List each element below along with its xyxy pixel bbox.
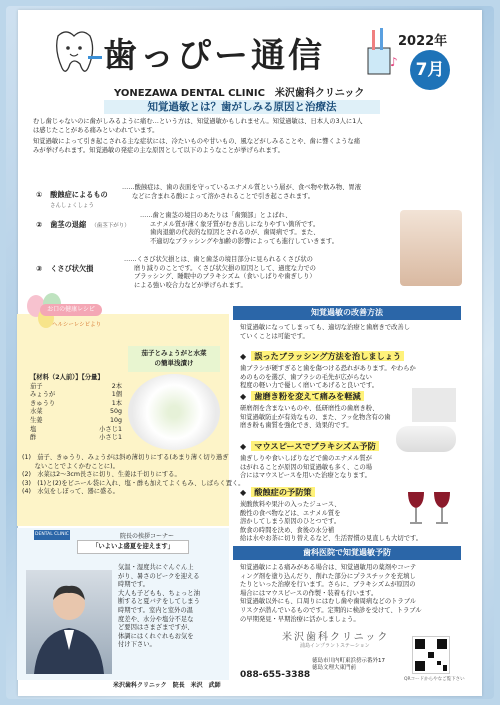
- toothpaste-photo: [412, 388, 456, 422]
- greeting-body: 気温・湿度共にぐんぐん上 がり、暑さのピークを迎える 時期です。 大人も子どもも、ちょっと油 断すると夏バテをしてしまう 時期です。室内と室外の温 度差や、水分や塩分不足な ど要因はさまざまですが、 体調にはくれぐれもお気を 付け下さい。: [118, 564, 200, 649]
- clinic-address: 徳島市川内町東浜傍示番外17 徳島文理大東門前: [312, 658, 385, 671]
- wine-glasses-icon: [402, 488, 458, 528]
- ingredient-row: [30, 400, 122, 409]
- clinic-logo-badge: DENTAL CLINIC: [34, 530, 70, 540]
- greeting-header: 院長の挨拶コーナー: [120, 533, 175, 540]
- issue-month-badge: 7月: [410, 50, 450, 90]
- qr-code[interactable]: [412, 636, 450, 674]
- ingredient-name: きゅうり: [30, 399, 56, 407]
- newsletter-title: 歯っぴー通信: [103, 36, 325, 76]
- ingredient-row: [30, 417, 122, 426]
- improve-item-2: ◆ 歯磨き粉を変えて痛みを軽減 研磨剤を含まないものや、低研磨性の歯磨き粉、 知覚過敏防止が有効なもの、また、フッ化物含有の歯 磨き粉も歯質を強化でき、効果的です。: [240, 391, 391, 430]
- greeting-signature: 米沢歯科クリニック 院長 米沢 武師: [113, 682, 221, 689]
- woman-tooth-pain-photo: [400, 210, 462, 286]
- improve-item-4: ◆ 酸蝕症の予防策 炭酸飲料や果汁の入ったジュース、 酸性の食べ物などは、エナメル質を 溶かしてしまう原因のひとつです。 飲食の時間を決め、食後の水分補 給は水やお茶に切り替えるなど、生活習慣の見直しも大切です。: [240, 487, 423, 543]
- improve-intro: 知覚過敏になってしまっても、適切な治療と歯磨きで改善し ていくことは可能です。: [240, 324, 411, 340]
- improve-heading: 知覚過敏の改善方法: [233, 306, 461, 320]
- recipe-tag: お口の健康レシピ: [40, 304, 102, 316]
- clinic-logo-sub: 浦島インプラントステーション: [300, 643, 370, 649]
- ingredient-name: 生姜: [30, 416, 43, 424]
- pickled-vegetables-photo: [128, 374, 220, 450]
- ingredient-name: みょうが: [30, 391, 56, 399]
- qr-code-icon: [413, 637, 449, 673]
- qr-note: QRコードからやなご覧下さい: [404, 677, 465, 682]
- ingredient-name: 茄子: [30, 382, 43, 390]
- ingredients-list: 【材料（2人前）】【分量】 茄子 2本 みょうが 1個 きゅうり 1本 水菜 50g 生姜 10g 塩 小さじ1 酢 小さじ1: [30, 374, 122, 442]
- ingredient-name: 塩: [30, 425, 37, 433]
- ingredient-qty: 1個: [111, 391, 122, 399]
- ingredient-row: [30, 426, 122, 435]
- phone-number[interactable]: 088-655-3388: [240, 670, 311, 680]
- clinic-logo-text: 米沢歯科クリニック: [282, 632, 390, 643]
- clinic-name: YONEZAWA DENTAL CLINIC 米沢歯科クリニック: [114, 88, 365, 99]
- ingredient-name: 水菜: [30, 408, 43, 416]
- ingredient-qty: 小さじ1: [99, 425, 122, 433]
- improve-item-1: ◆ 誤ったブラッシング方法を治しましょう 歯ブラシが硬すぎると歯を傷つける恐れがあります。やわらか めのものを選び、歯ブラシの毛先が広がらない 程度の軽い力で優しく磨いてあげると良いです。: [240, 351, 416, 390]
- ingredient-row: [30, 383, 122, 392]
- svg-text:♪: ♪: [390, 55, 398, 69]
- director-portrait: [26, 570, 112, 674]
- prevention-body: 知覚過敏による痛みがある場合は、知覚過敏用の薬剤やコーテ ィング剤を塗り込んだり、削れた部分にプラスチックを充填し たりといった治療を行います。さらに、ブラキシズムが原因の 場合にはマウスピースの作製・装着も行います。 知覚過敏以外にも、口周りにはむし歯や歯周病などのトラブル リスクが潜んでいるものです。定期的に検診を受けて、トラブル の早期発見・早期治療に活かしましょう。: [240, 564, 422, 623]
- ingredient-qty: 10g: [109, 416, 122, 424]
- recipe-steps: (1) 茄子、きゅうり、みょうがは斜め薄切りにする(あまり薄く切り過ぎ ないことでよくかむことに)。 (2) 水菜は2〜3cm長さに切り、生姜は千切りにする。 (3) (1)と(2)をビニール袋に入れ、塩・酢も加えてよくもみ、しばらく置く。 (4) 水気をしぼって、器に盛る。: [22, 454, 245, 496]
- cause-3: ③ くさび状欠損: [36, 264, 94, 273]
- cause-1-text: ……酸蝕症は、歯の表面を守っているエナメル質という層が、食べ物や飲み物、胃液 などに含まれる酸によって溶かされることで引き起こされます。: [122, 184, 362, 200]
- feature-subtitle: 知覚過敏とは？歯がしみる原因と治療法: [104, 100, 380, 114]
- cause-2-text: ……歯と歯茎の境目のあたりは「歯頸部」とよばれ、 エナメル質が薄く象牙質がむき出しになりやすい箇所です。 歯肉退縮の代表的な原因とされるのが、歯周病です。また、 不適切なブラッシングや加齢の影響によっても進行していきます。: [140, 212, 338, 245]
- ingredient-name: 酢: [30, 434, 37, 442]
- greeting-title: 「いよいよ盛夏を迎えます」: [77, 540, 189, 554]
- ingredient-qty: 小さじ1: [99, 434, 122, 442]
- intro-paragraph: むし歯じゃないのに歯がしみるように痛む…という方は、知覚過敏かもしれません。知覚過敏は、日本人の3人に1人 は感じたことがある痛みといわれています。 知覚過敏によって引き起こされる主な症状には、冷たいものや甘いもの、風などがしみることや、歯に響くような痛 みが挙げられます。知覚過敏の発症の主な原因として以下のようなことが挙げられます。: [33, 118, 363, 154]
- mouthpiece-photo: [396, 426, 456, 452]
- tooth-mascot-icon: [48, 28, 104, 78]
- cause-3-text: ……くさび状欠損とは、歯と歯茎の境目部分に見られるくさび状の 磨り減りのことです。くさび状欠損の原因として、過度な力での ブラッシング、睡眠中のブラキシズム（食いしばりや歯ぎしり） による強い咬合力などが挙げられます。: [124, 256, 316, 289]
- ingredient-qty: 1本: [111, 399, 122, 407]
- ingredient-row: [30, 408, 122, 417]
- ingredient-qty: 50g: [109, 408, 122, 416]
- prevention-heading: 歯科医院で知覚過敏予防: [233, 546, 461, 560]
- recipe-title: 茄子とみょうがと水菜 の簡単浅漬け: [128, 346, 220, 372]
- issue-year: 2022年: [398, 34, 448, 49]
- ingredient-row: [30, 434, 122, 443]
- ingredient-qty: 2本: [111, 382, 122, 390]
- improve-item-3: ◆ マウスピースでブラキシズム予防 歯ぎしりや食いしばりなどで歯のエナメル質が はがれることが原因の知覚過敏も多く、この場 合にはマウスピースを用いた治療となります。: [240, 434, 379, 481]
- cause-2: ② 歯茎の退縮 （歯茎下がり）: [36, 220, 130, 229]
- cause-1: ① 酸蝕症によるもの さんしょくしょう: [36, 190, 108, 209]
- toothbrush-cup-icon: [360, 26, 400, 78]
- recipe-source: ヘルシーレシピより: [52, 322, 102, 328]
- ingredient-row: [30, 391, 122, 400]
- director-person-icon: [26, 570, 112, 674]
